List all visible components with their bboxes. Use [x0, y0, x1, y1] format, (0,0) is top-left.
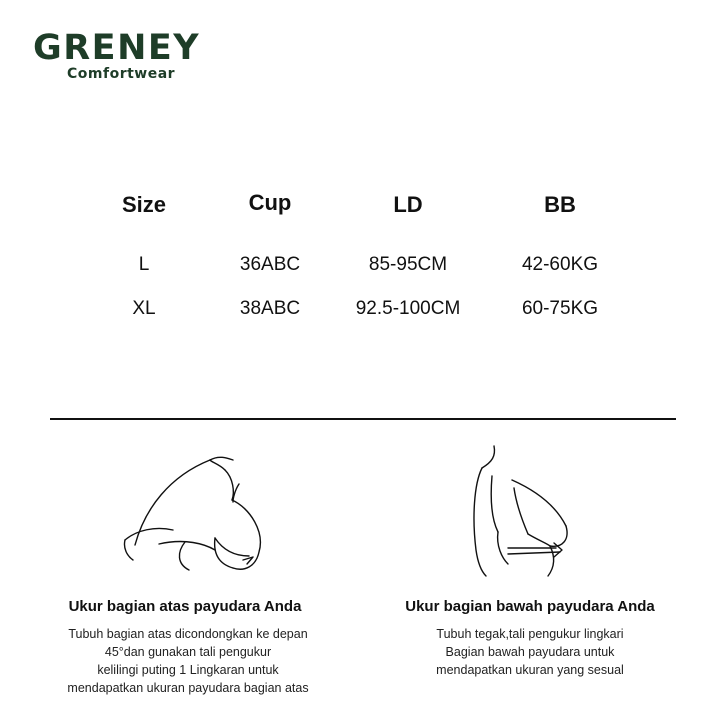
brand-name: GRENEY	[33, 28, 201, 68]
under-guide-line-3: mendapatkan ukuran yang sesual	[436, 663, 624, 677]
row-xl-cup: 38ABC	[239, 298, 301, 319]
bust-under-measure-illustration	[468, 440, 578, 580]
row-l-cup: 36ABC	[239, 254, 301, 275]
under-guide-line-1: Tubuh tegak,tali pengukur lingkari	[436, 627, 624, 641]
upper-guide-line-2: 45°dan gunakan tali pengukur	[104, 645, 272, 659]
bust-upper-measure-illustration	[115, 440, 280, 580]
upper-guide-title: Ukur bagian atas payudara Anda	[68, 598, 302, 615]
upper-guide-line-3: kelilingi puting 1 Lingkaran untuk	[97, 663, 279, 677]
under-guide-line-2: Bagian bawah payudara untuk	[445, 645, 615, 659]
header-bb: BB	[544, 192, 576, 217]
upper-guide-line-1: Tubuh bagian atas dicondongkan ke depan	[68, 627, 308, 641]
row-xl-bb: 60-75KG	[521, 298, 599, 319]
section-divider	[50, 418, 676, 420]
row-xl-size: XL	[132, 298, 156, 319]
upper-guide-line-4: mendapatkan ukuran payudara bagian atas	[67, 681, 309, 695]
row-l-bb: 42-60KG	[521, 254, 599, 275]
brand-logo	[33, 30, 209, 82]
header-size: Size	[121, 192, 167, 217]
row-xl-ld: 92.5-100CM	[355, 298, 461, 319]
row-l-size: L	[138, 254, 150, 275]
brand-tagline: Comfortwear	[67, 66, 176, 82]
header-cup: Cup	[248, 190, 292, 215]
row-l-ld: 85-95CM	[368, 254, 448, 275]
header-ld: LD	[393, 192, 423, 217]
under-guide-title: Ukur bagian bawah payudara Anda	[405, 598, 655, 615]
upper-guide-description	[26, 625, 350, 697]
under-guide-description	[380, 625, 680, 679]
